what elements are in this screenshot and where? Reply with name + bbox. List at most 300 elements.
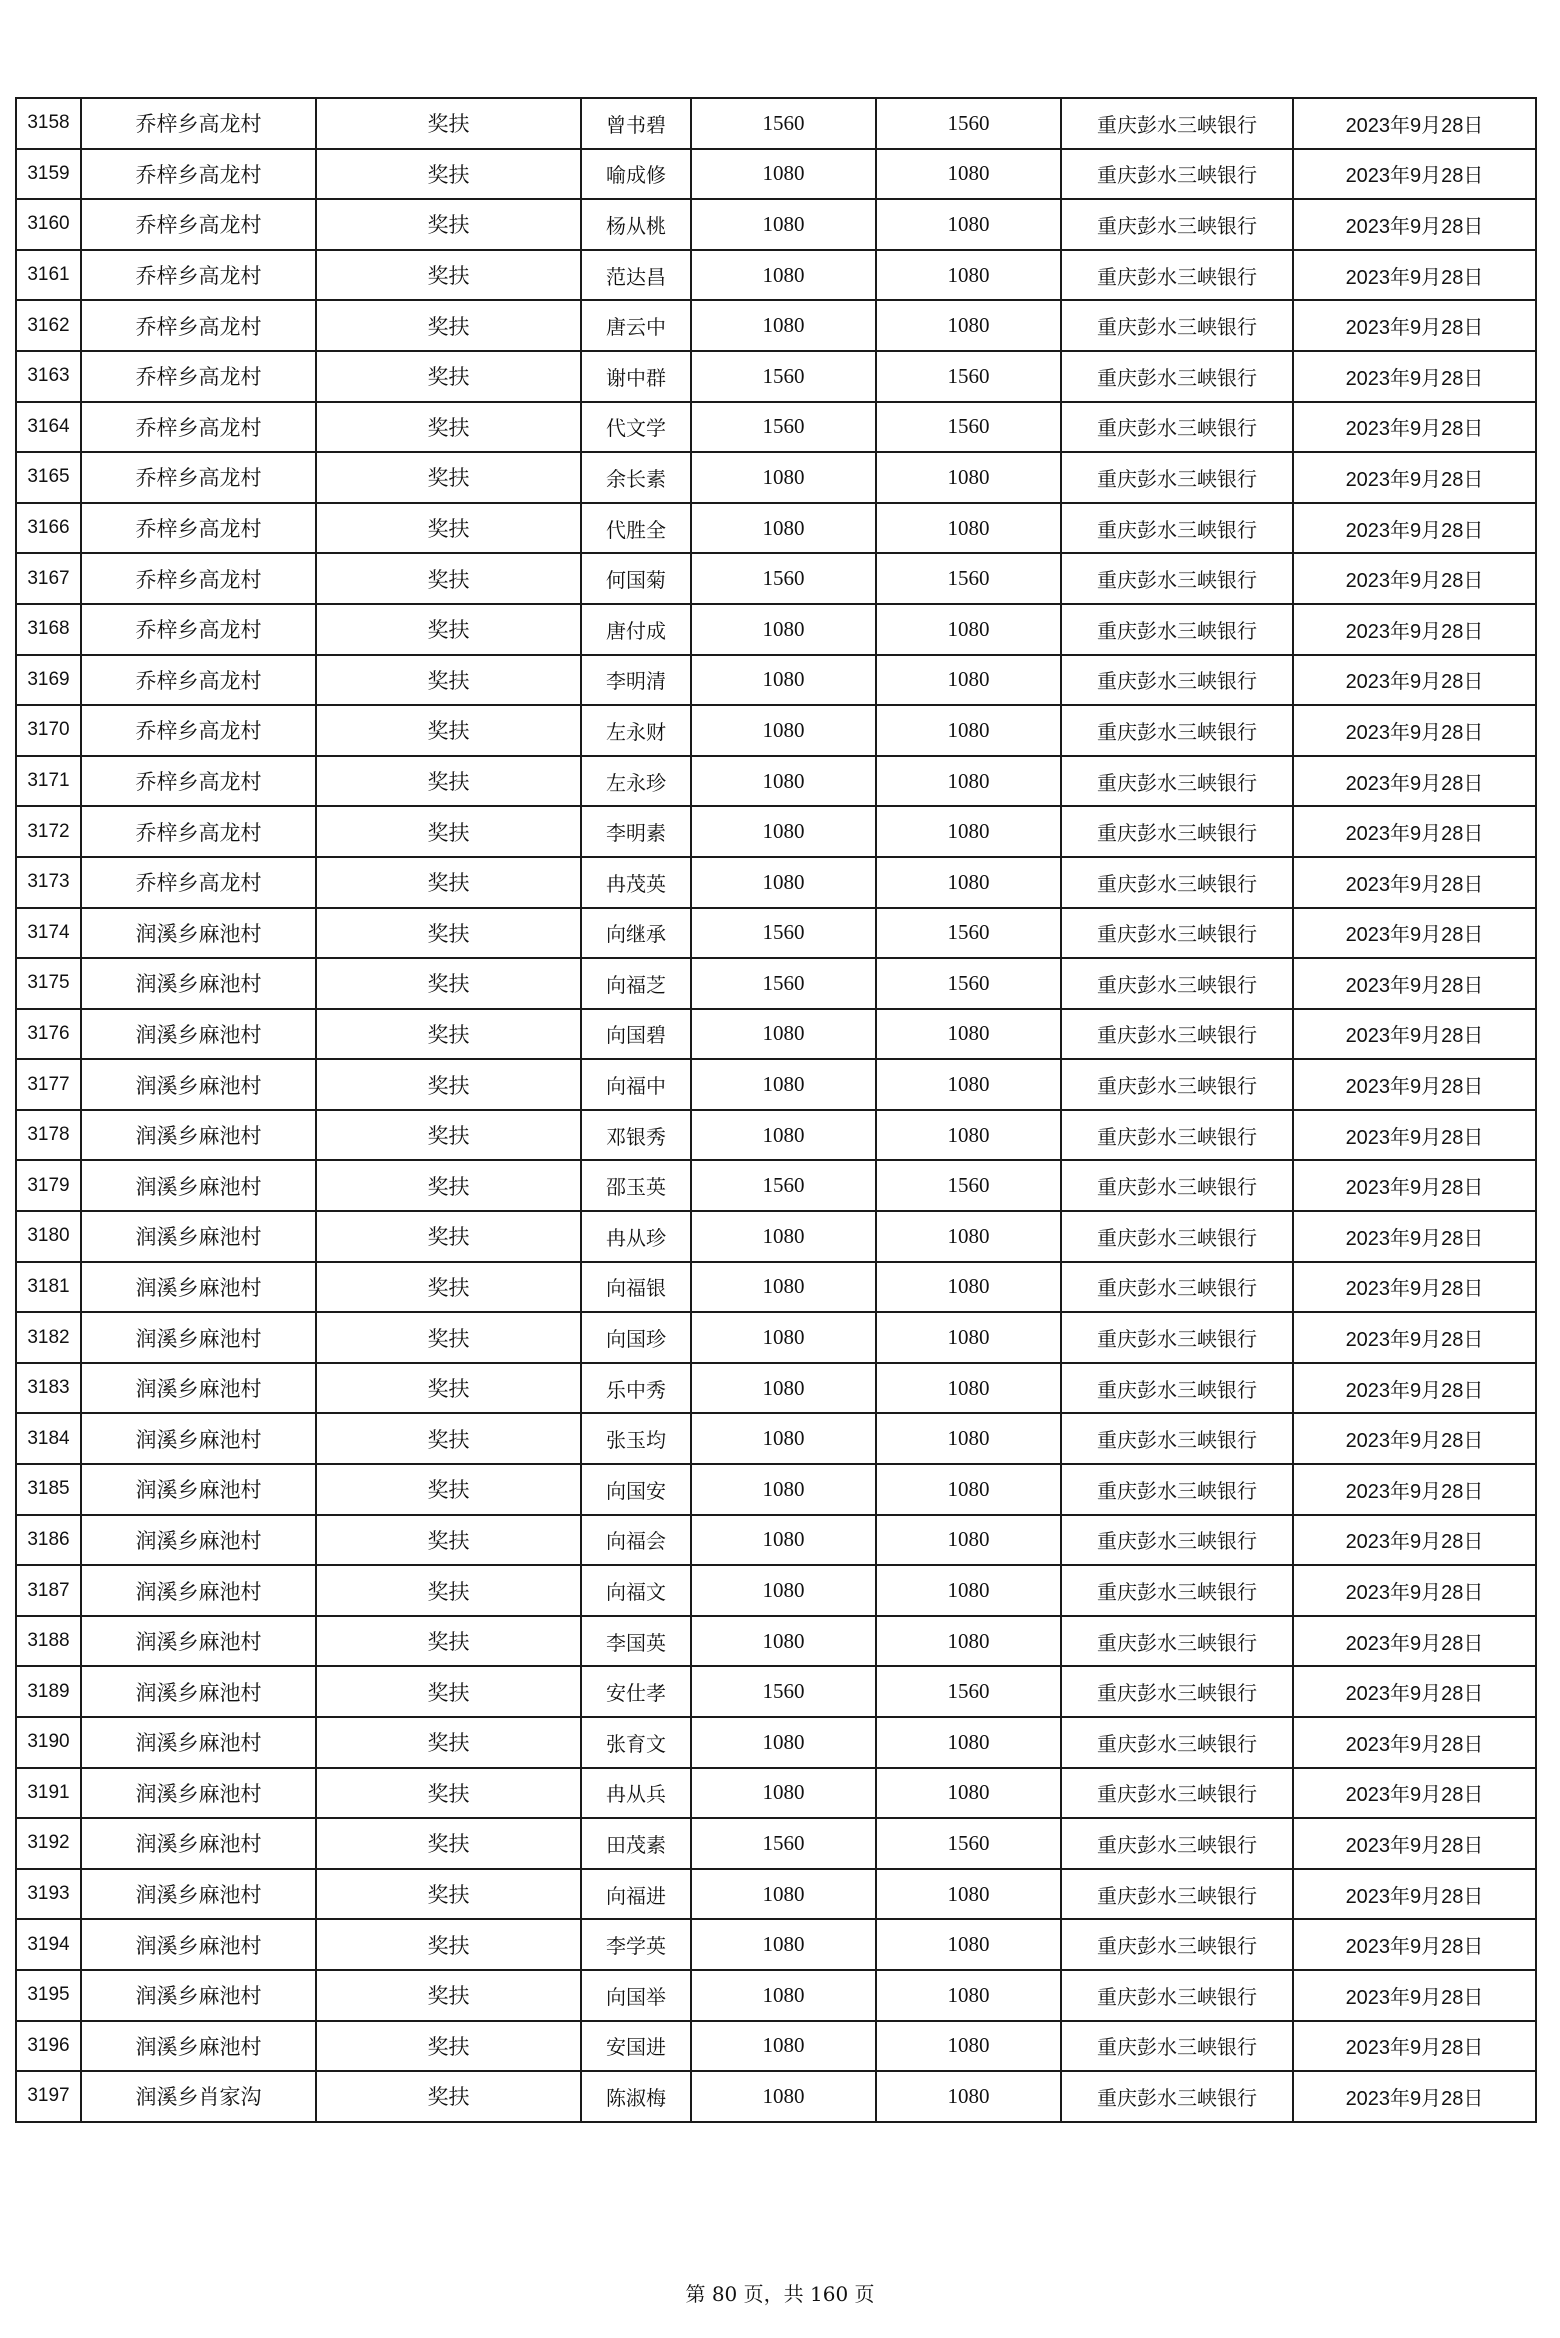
paid-amount-cell: 1080: [876, 1515, 1061, 1566]
table-row: [16, 1262, 1536, 1313]
subsidy-type-cell: 奖扶: [316, 1818, 581, 1869]
amount-cell: 1080: [691, 1059, 876, 1110]
subsidy-type-cell: 奖扶: [316, 452, 581, 503]
bank-cell: 重庆彭水三峡银行: [1061, 1869, 1293, 1920]
subsidy-type-cell: 奖扶: [316, 351, 581, 402]
paid-amount-cell: 1080: [876, 1869, 1061, 1920]
page-footer: 第 80 页，共 160 页: [685, 2282, 875, 2306]
row-number: 3192: [16, 1818, 81, 1869]
recipient-name-cell: 唐云中: [581, 300, 691, 351]
payment-table: [15, 97, 1537, 2123]
subsidy-type-cell: 奖扶: [316, 756, 581, 807]
row-number: 3162: [16, 300, 81, 351]
recipient-name-cell: 张玉均: [581, 1413, 691, 1464]
subsidy-type-cell: 奖扶: [316, 98, 581, 149]
bank-cell: 重庆彭水三峡银行: [1061, 604, 1293, 655]
subsidy-type-cell: 奖扶: [316, 1160, 581, 1211]
subsidy-type-cell: 奖扶: [316, 2021, 581, 2072]
date-cell: 2023年9月28日: [1293, 503, 1536, 554]
amount-cell: 1080: [691, 2021, 876, 2072]
date-cell: 2023年9月28日: [1293, 1616, 1536, 1667]
row-number: 3170: [16, 705, 81, 756]
table-row: [16, 1616, 1536, 1667]
paid-amount-cell: 1080: [876, 1059, 1061, 1110]
bank-cell: 重庆彭水三峡银行: [1061, 1009, 1293, 1060]
amount-cell: 1080: [691, 756, 876, 807]
paid-amount-cell: 1560: [876, 958, 1061, 1009]
subsidy-type-cell: 奖扶: [316, 1464, 581, 1515]
bank-cell: 重庆彭水三峡银行: [1061, 98, 1293, 149]
paid-amount-cell: 1560: [876, 908, 1061, 959]
paid-amount-cell: 1080: [876, 1919, 1061, 1970]
village-cell: 润溪乡麻池村: [81, 1262, 316, 1313]
bank-cell: 重庆彭水三峡银行: [1061, 1262, 1293, 1313]
village-cell: 润溪乡麻池村: [81, 1464, 316, 1515]
date-cell: 2023年9月28日: [1293, 250, 1536, 301]
recipient-name-cell: 余长素: [581, 452, 691, 503]
recipient-name-cell: 李明素: [581, 806, 691, 857]
bank-cell: 重庆彭水三峡银行: [1061, 1059, 1293, 1110]
table-row: [16, 1110, 1536, 1161]
village-cell: 润溪乡麻池村: [81, 1312, 316, 1363]
amount-cell: 1080: [691, 300, 876, 351]
row-number: 3193: [16, 1869, 81, 1920]
bank-cell: 重庆彭水三峡银行: [1061, 503, 1293, 554]
subsidy-type-cell: 奖扶: [316, 199, 581, 250]
row-number: 3191: [16, 1768, 81, 1819]
row-number: 3176: [16, 1009, 81, 1060]
paid-amount-cell: 1080: [876, 604, 1061, 655]
recipient-name-cell: 范达昌: [581, 250, 691, 301]
recipient-name-cell: 邵玉英: [581, 1160, 691, 1211]
bank-cell: 重庆彭水三峡银行: [1061, 1717, 1293, 1768]
bank-cell: 重庆彭水三峡银行: [1061, 857, 1293, 908]
bank-cell: 重庆彭水三峡银行: [1061, 1616, 1293, 1667]
amount-cell: 1080: [691, 1717, 876, 1768]
amount-cell: 1080: [691, 1262, 876, 1313]
date-cell: 2023年9月28日: [1293, 1009, 1536, 1060]
subsidy-type-cell: 奖扶: [316, 1970, 581, 2021]
subsidy-type-cell: 奖扶: [316, 958, 581, 1009]
bank-cell: 重庆彭水三峡银行: [1061, 1768, 1293, 1819]
amount-cell: 1080: [691, 452, 876, 503]
amount-cell: 1080: [691, 503, 876, 554]
paid-amount-cell: 1080: [876, 2071, 1061, 2122]
bank-cell: 重庆彭水三峡银行: [1061, 2021, 1293, 2072]
village-cell: 乔梓乡高龙村: [81, 98, 316, 149]
recipient-name-cell: 喻成修: [581, 149, 691, 200]
subsidy-type-cell: 奖扶: [316, 1565, 581, 1616]
date-cell: 2023年9月28日: [1293, 1312, 1536, 1363]
table-body: [16, 98, 1536, 2122]
date-cell: 2023年9月28日: [1293, 1869, 1536, 1920]
recipient-name-cell: 唐付成: [581, 604, 691, 655]
bank-cell: 重庆彭水三峡银行: [1061, 199, 1293, 250]
amount-cell: 1560: [691, 1666, 876, 1717]
recipient-name-cell: 冉从珍: [581, 1211, 691, 1262]
village-cell: 润溪乡麻池村: [81, 1009, 316, 1060]
date-cell: 2023年9月28日: [1293, 1262, 1536, 1313]
bank-cell: 重庆彭水三峡银行: [1061, 1919, 1293, 1970]
subsidy-type-cell: 奖扶: [316, 806, 581, 857]
subsidy-type-cell: 奖扶: [316, 1666, 581, 1717]
subsidy-type-cell: 奖扶: [316, 250, 581, 301]
recipient-name-cell: 邓银秀: [581, 1110, 691, 1161]
amount-cell: 1080: [691, 1768, 876, 1819]
amount-cell: 1560: [691, 958, 876, 1009]
row-number: 3194: [16, 1919, 81, 1970]
village-cell: 乔梓乡高龙村: [81, 553, 316, 604]
amount-cell: 1080: [691, 1869, 876, 1920]
amount-cell: 1080: [691, 1565, 876, 1616]
table-row: [16, 199, 1536, 250]
date-cell: 2023年9月28日: [1293, 958, 1536, 1009]
row-number: 3171: [16, 756, 81, 807]
amount-cell: 1080: [691, 1970, 876, 2021]
table-row: [16, 1059, 1536, 1110]
table-row: [16, 857, 1536, 908]
recipient-name-cell: 安仕孝: [581, 1666, 691, 1717]
recipient-name-cell: 冉茂英: [581, 857, 691, 908]
paid-amount-cell: 1560: [876, 1666, 1061, 1717]
table-row: [16, 1363, 1536, 1414]
date-cell: 2023年9月28日: [1293, 1970, 1536, 2021]
village-cell: 润溪乡麻池村: [81, 2021, 316, 2072]
amount-cell: 1080: [691, 149, 876, 200]
row-number: 3186: [16, 1515, 81, 1566]
bank-cell: 重庆彭水三峡银行: [1061, 958, 1293, 1009]
paid-amount-cell: 1080: [876, 1616, 1061, 1667]
paid-amount-cell: 1080: [876, 1110, 1061, 1161]
paid-amount-cell: 1080: [876, 1717, 1061, 1768]
paid-amount-cell: 1080: [876, 857, 1061, 908]
amount-cell: 1080: [691, 1009, 876, 1060]
table-row: [16, 250, 1536, 301]
village-cell: 润溪乡麻池村: [81, 1211, 316, 1262]
table-row: [16, 1919, 1536, 1970]
table-row: [16, 1160, 1536, 1211]
table-row: [16, 1515, 1536, 1566]
amount-cell: 1560: [691, 402, 876, 453]
amount-cell: 1560: [691, 351, 876, 402]
row-number: 3168: [16, 604, 81, 655]
date-cell: 2023年9月28日: [1293, 1919, 1536, 1970]
paid-amount-cell: 1080: [876, 1009, 1061, 1060]
amount-cell: 1560: [691, 1818, 876, 1869]
subsidy-type-cell: 奖扶: [316, 553, 581, 604]
row-number: 3161: [16, 250, 81, 301]
date-cell: 2023年9月28日: [1293, 2021, 1536, 2072]
village-cell: 乔梓乡高龙村: [81, 503, 316, 554]
paid-amount-cell: 1560: [876, 98, 1061, 149]
row-number: 3185: [16, 1464, 81, 1515]
bank-cell: 重庆彭水三峡银行: [1061, 300, 1293, 351]
subsidy-type-cell: 奖扶: [316, 1262, 581, 1313]
recipient-name-cell: 向福中: [581, 1059, 691, 1110]
bank-cell: 重庆彭水三峡银行: [1061, 756, 1293, 807]
paid-amount-cell: 1080: [876, 199, 1061, 250]
recipient-name-cell: 杨从桃: [581, 199, 691, 250]
table-row: [16, 1666, 1536, 1717]
amount-cell: 1080: [691, 250, 876, 301]
table-row: [16, 705, 1536, 756]
table-row: [16, 402, 1536, 453]
bank-cell: 重庆彭水三峡银行: [1061, 1464, 1293, 1515]
date-cell: 2023年9月28日: [1293, 1110, 1536, 1161]
table-row: [16, 1869, 1536, 1920]
village-cell: 乔梓乡高龙村: [81, 351, 316, 402]
date-cell: 2023年9月28日: [1293, 2071, 1536, 2122]
paid-amount-cell: 1560: [876, 553, 1061, 604]
recipient-name-cell: 向国安: [581, 1464, 691, 1515]
date-cell: 2023年9月28日: [1293, 1160, 1536, 1211]
amount-cell: 1080: [691, 1312, 876, 1363]
date-cell: 2023年9月28日: [1293, 1059, 1536, 1110]
bank-cell: 重庆彭水三峡银行: [1061, 452, 1293, 503]
row-number: 3159: [16, 149, 81, 200]
subsidy-type-cell: 奖扶: [316, 604, 581, 655]
recipient-name-cell: 何国菊: [581, 553, 691, 604]
village-cell: 润溪乡麻池村: [81, 1059, 316, 1110]
village-cell: 乔梓乡高龙村: [81, 199, 316, 250]
amount-cell: 1560: [691, 98, 876, 149]
amount-cell: 1080: [691, 604, 876, 655]
bank-cell: 重庆彭水三峡银行: [1061, 806, 1293, 857]
date-cell: 2023年9月28日: [1293, 553, 1536, 604]
subsidy-type-cell: 奖扶: [316, 1413, 581, 1464]
paid-amount-cell: 1080: [876, 756, 1061, 807]
amount-cell: 1080: [691, 806, 876, 857]
subsidy-type-cell: 奖扶: [316, 2071, 581, 2122]
amount-cell: 1080: [691, 705, 876, 756]
table-row: [16, 1818, 1536, 1869]
subsidy-type-cell: 奖扶: [316, 503, 581, 554]
date-cell: 2023年9月28日: [1293, 351, 1536, 402]
table-row: [16, 1565, 1536, 1616]
table-row: [16, 1717, 1536, 1768]
row-number: 3184: [16, 1413, 81, 1464]
table-row: [16, 1768, 1536, 1819]
village-cell: 乔梓乡高龙村: [81, 756, 316, 807]
village-cell: 乔梓乡高龙村: [81, 149, 316, 200]
date-cell: 2023年9月28日: [1293, 857, 1536, 908]
row-number: 3197: [16, 2071, 81, 2122]
table-row: [16, 452, 1536, 503]
date-cell: 2023年9月28日: [1293, 149, 1536, 200]
table-row: [16, 655, 1536, 706]
amount-cell: 1080: [691, 1616, 876, 1667]
paid-amount-cell: 1080: [876, 1363, 1061, 1414]
amount-cell: 1080: [691, 1110, 876, 1161]
row-number: 3180: [16, 1211, 81, 1262]
subsidy-type-cell: 奖扶: [316, 1515, 581, 1566]
table-row: [16, 98, 1536, 149]
village-cell: 润溪乡麻池村: [81, 958, 316, 1009]
bank-cell: 重庆彭水三峡银行: [1061, 1363, 1293, 1414]
subsidy-type-cell: 奖扶: [316, 1919, 581, 1970]
subsidy-type-cell: 奖扶: [316, 908, 581, 959]
bank-cell: 重庆彭水三峡银行: [1061, 705, 1293, 756]
date-cell: 2023年9月28日: [1293, 1818, 1536, 1869]
village-cell: 润溪乡麻池村: [81, 1616, 316, 1667]
village-cell: 乔梓乡高龙村: [81, 705, 316, 756]
row-number: 3174: [16, 908, 81, 959]
row-number: 3173: [16, 857, 81, 908]
date-cell: 2023年9月28日: [1293, 452, 1536, 503]
subsidy-type-cell: 奖扶: [316, 1717, 581, 1768]
table-row: [16, 351, 1536, 402]
village-cell: 润溪乡麻池村: [81, 1515, 316, 1566]
amount-cell: 1560: [691, 1160, 876, 1211]
date-cell: 2023年9月28日: [1293, 655, 1536, 706]
date-cell: 2023年9月28日: [1293, 402, 1536, 453]
amount-cell: 1080: [691, 1515, 876, 1566]
village-cell: 润溪乡麻池村: [81, 1110, 316, 1161]
paid-amount-cell: 1080: [876, 806, 1061, 857]
paid-amount-cell: 1560: [876, 351, 1061, 402]
paid-amount-cell: 1080: [876, 1262, 1061, 1313]
subsidy-type-cell: 奖扶: [316, 705, 581, 756]
row-number: 3183: [16, 1363, 81, 1414]
recipient-name-cell: 陈淑梅: [581, 2071, 691, 2122]
date-cell: 2023年9月28日: [1293, 1768, 1536, 1819]
date-cell: 2023年9月28日: [1293, 1363, 1536, 1414]
recipient-name-cell: 向继承: [581, 908, 691, 959]
subsidy-type-cell: 奖扶: [316, 402, 581, 453]
recipient-name-cell: 曾书碧: [581, 98, 691, 149]
recipient-name-cell: 向福银: [581, 1262, 691, 1313]
table-row: [16, 2071, 1536, 2122]
subsidy-type-cell: 奖扶: [316, 1312, 581, 1363]
paid-amount-cell: 1080: [876, 655, 1061, 706]
date-cell: 2023年9月28日: [1293, 1515, 1536, 1566]
paid-amount-cell: 1080: [876, 149, 1061, 200]
table-row: [16, 553, 1536, 604]
table-row: [16, 958, 1536, 1009]
paid-amount-cell: 1080: [876, 1565, 1061, 1616]
recipient-name-cell: 向国珍: [581, 1312, 691, 1363]
village-cell: 润溪乡麻池村: [81, 1363, 316, 1414]
paid-amount-cell: 1080: [876, 1464, 1061, 1515]
paid-amount-cell: 1080: [876, 250, 1061, 301]
bank-cell: 重庆彭水三峡银行: [1061, 1312, 1293, 1363]
amount-cell: 1080: [691, 1464, 876, 1515]
village-cell: 润溪乡肖家沟: [81, 2071, 316, 2122]
date-cell: 2023年9月28日: [1293, 1565, 1536, 1616]
village-cell: 乔梓乡高龙村: [81, 300, 316, 351]
table-row: [16, 1970, 1536, 2021]
row-number: 3181: [16, 1262, 81, 1313]
recipient-name-cell: 向福文: [581, 1565, 691, 1616]
village-cell: 润溪乡麻池村: [81, 908, 316, 959]
row-number: 3165: [16, 452, 81, 503]
table-row: [16, 503, 1536, 554]
subsidy-type-cell: 奖扶: [316, 1869, 581, 1920]
paid-amount-cell: 1080: [876, 2021, 1061, 2072]
date-cell: 2023年9月28日: [1293, 806, 1536, 857]
village-cell: 乔梓乡高龙村: [81, 857, 316, 908]
recipient-name-cell: 向国举: [581, 1970, 691, 2021]
village-cell: 润溪乡麻池村: [81, 1666, 316, 1717]
date-cell: 2023年9月28日: [1293, 604, 1536, 655]
village-cell: 润溪乡麻池村: [81, 1970, 316, 2021]
paid-amount-cell: 1080: [876, 1312, 1061, 1363]
row-number: 3160: [16, 199, 81, 250]
bank-cell: 重庆彭水三峡银行: [1061, 149, 1293, 200]
paid-amount-cell: 1080: [876, 1413, 1061, 1464]
paid-amount-cell: 1080: [876, 705, 1061, 756]
row-number: 3179: [16, 1160, 81, 1211]
recipient-name-cell: 向福进: [581, 1869, 691, 1920]
village-cell: 乔梓乡高龙村: [81, 604, 316, 655]
paid-amount-cell: 1560: [876, 1818, 1061, 1869]
table-row: [16, 1312, 1536, 1363]
table-row: [16, 149, 1536, 200]
row-number: 3163: [16, 351, 81, 402]
row-number: 3190: [16, 1717, 81, 1768]
recipient-name-cell: 向福会: [581, 1515, 691, 1566]
village-cell: 润溪乡麻池村: [81, 1717, 316, 1768]
table-row: [16, 1413, 1536, 1464]
row-number: 3195: [16, 1970, 81, 2021]
recipient-name-cell: 左永珍: [581, 756, 691, 807]
table-row: [16, 756, 1536, 807]
table-row: [16, 300, 1536, 351]
bank-cell: 重庆彭水三峡银行: [1061, 2071, 1293, 2122]
date-cell: 2023年9月28日: [1293, 908, 1536, 959]
subsidy-type-cell: 奖扶: [316, 857, 581, 908]
subsidy-type-cell: 奖扶: [316, 1059, 581, 1110]
date-cell: 2023年9月28日: [1293, 1464, 1536, 1515]
paid-amount-cell: 1080: [876, 1970, 1061, 2021]
row-number: 3196: [16, 2021, 81, 2072]
table-row: [16, 1009, 1536, 1060]
row-number: 3182: [16, 1312, 81, 1363]
village-cell: 润溪乡麻池村: [81, 1869, 316, 1920]
date-cell: 2023年9月28日: [1293, 300, 1536, 351]
recipient-name-cell: 向福芝: [581, 958, 691, 1009]
subsidy-type-cell: 奖扶: [316, 149, 581, 200]
row-number: 3164: [16, 402, 81, 453]
recipient-name-cell: 李学英: [581, 1919, 691, 1970]
paid-amount-cell: 1560: [876, 1160, 1061, 1211]
village-cell: 乔梓乡高龙村: [81, 452, 316, 503]
amount-cell: 1080: [691, 2071, 876, 2122]
paid-amount-cell: 1080: [876, 1211, 1061, 1262]
paid-amount-cell: 1080: [876, 300, 1061, 351]
recipient-name-cell: 谢中群: [581, 351, 691, 402]
date-cell: 2023年9月28日: [1293, 199, 1536, 250]
row-number: 3188: [16, 1616, 81, 1667]
bank-cell: 重庆彭水三峡银行: [1061, 1565, 1293, 1616]
subsidy-type-cell: 奖扶: [316, 655, 581, 706]
bank-cell: 重庆彭水三峡银行: [1061, 1515, 1293, 1566]
subsidy-type-cell: 奖扶: [316, 1009, 581, 1060]
amount-cell: 1080: [691, 857, 876, 908]
date-cell: 2023年9月28日: [1293, 1211, 1536, 1262]
amount-cell: 1080: [691, 199, 876, 250]
paid-amount-cell: 1560: [876, 402, 1061, 453]
table-row: [16, 604, 1536, 655]
village-cell: 润溪乡麻池村: [81, 1768, 316, 1819]
table-row: [16, 2021, 1536, 2072]
recipient-name-cell: 向国碧: [581, 1009, 691, 1060]
row-number: 3175: [16, 958, 81, 1009]
village-cell: 润溪乡麻池村: [81, 1413, 316, 1464]
bank-cell: 重庆彭水三峡银行: [1061, 351, 1293, 402]
row-number: 3189: [16, 1666, 81, 1717]
subsidy-type-cell: 奖扶: [316, 300, 581, 351]
